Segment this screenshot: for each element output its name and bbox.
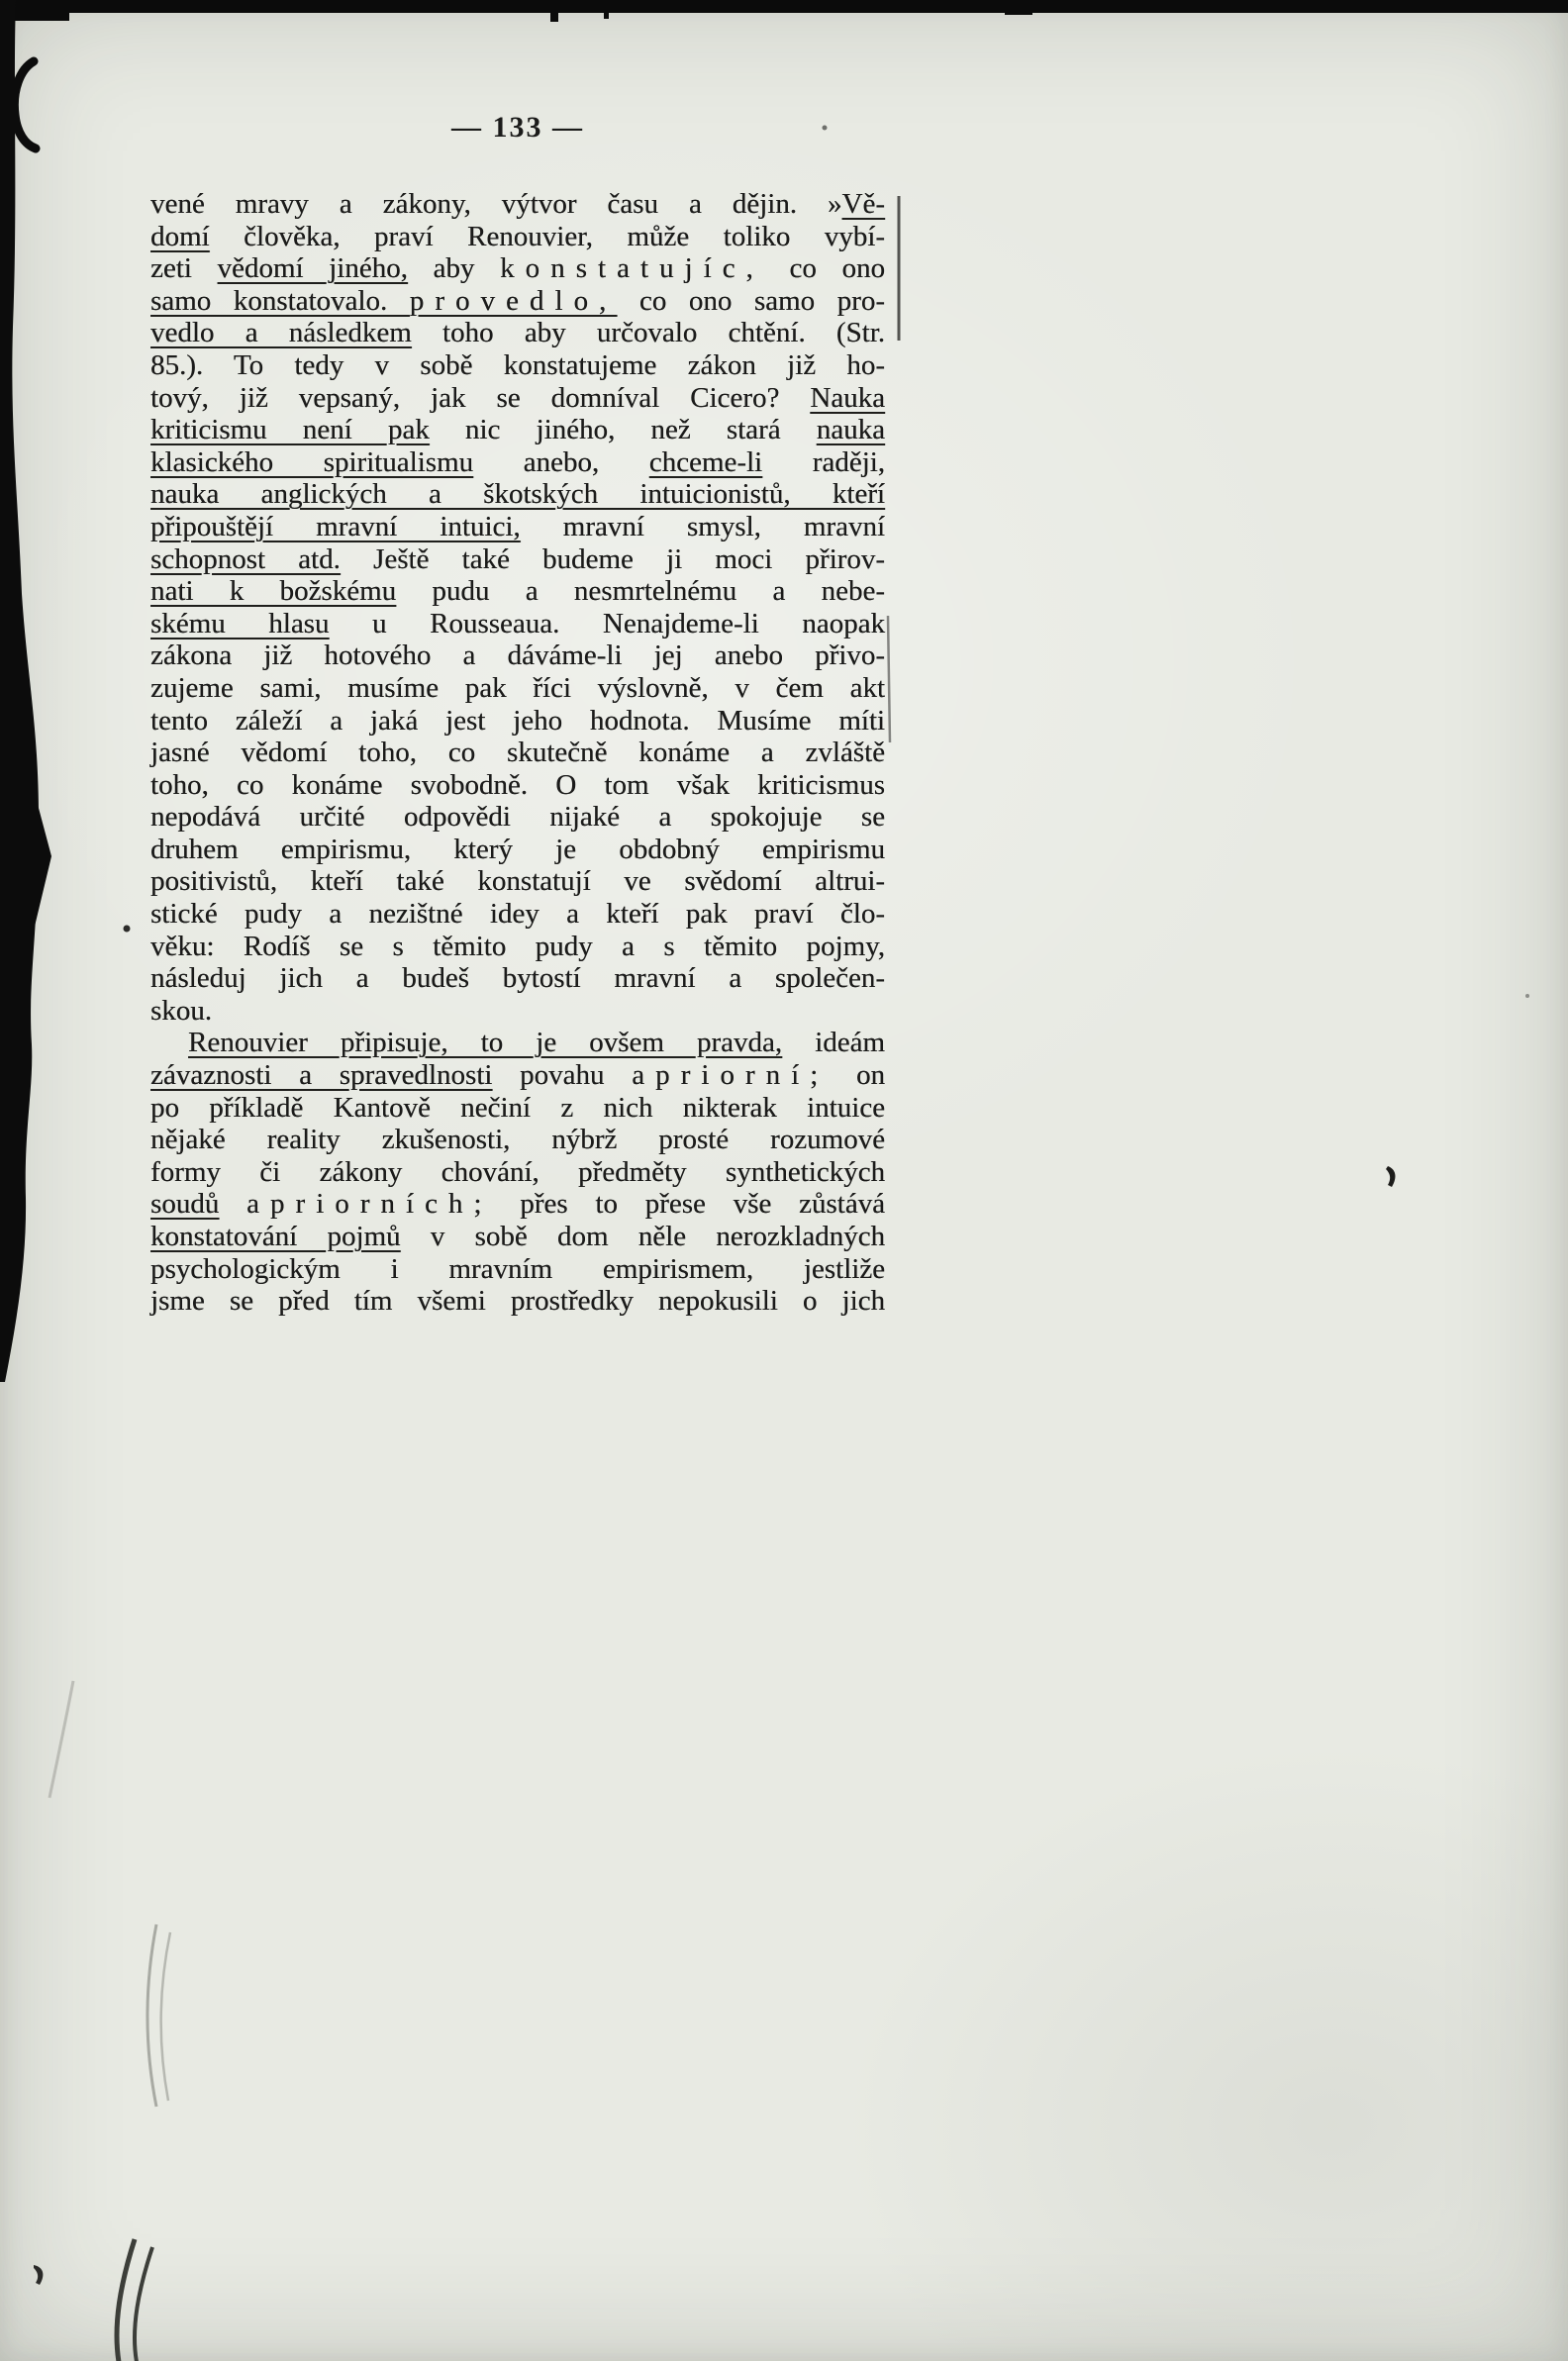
text-line (150, 1285, 885, 1318)
text-segment: Vě- (841, 188, 885, 220)
text-line (150, 382, 885, 415)
text-segment: nauka (816, 414, 885, 446)
text-segment: positivistů, kteří také konstatují ve svědomí altrui- (150, 865, 885, 898)
text-segment: anebo, (473, 445, 649, 478)
text-line (150, 414, 885, 446)
text-line (150, 737, 885, 769)
bottom-slash-marks (34, 2239, 152, 2361)
text-segment: samo konstatovalo. (150, 284, 410, 317)
text-line (150, 188, 885, 221)
text-segment: toho aby určovalo chtění. (Str. (411, 317, 885, 349)
text-segment: aby (407, 252, 501, 285)
text-segment: závaznosti a spravedlnosti (150, 1059, 493, 1092)
text-line (150, 317, 885, 349)
text-line (150, 1059, 885, 1092)
text-segment: toho, co konáme svobodně. O tom však kriticismus (150, 768, 885, 801)
text-line (150, 1027, 885, 1059)
text-segment: člověka, praví Renouvier, může toliko vybí- (209, 220, 885, 252)
text-segment: kriticismu není pak (150, 414, 430, 446)
text-line (150, 608, 885, 640)
text-segment: skému hlasu (150, 607, 330, 639)
text-segment: nepodává určité odpovědi nijaké a spokojuje se (150, 801, 885, 834)
text-segment: zákona již hotového a dáváme-li jej anebo přivo- (150, 639, 885, 672)
text-line (150, 1188, 885, 1221)
text-segment: vedlo a následkem (150, 317, 412, 349)
text-line (150, 931, 885, 963)
text-segment: jsme se před tím všemi prostředky nepokusili o jich (150, 1285, 885, 1318)
text-line (150, 995, 885, 1028)
text-segment: co ono samo pro- (617, 284, 885, 317)
text-line (150, 575, 885, 608)
text-segment: vědomí jiného, (217, 252, 408, 285)
text-line (150, 769, 885, 802)
text-segment: formy či zákony chování, předměty synthetických (150, 1155, 885, 1188)
text-segment: jasné vědomí toho, co skutečně konáme a zvláště (150, 737, 885, 769)
text-segment: následuj jich a budeš bytostí mravní a společen- (150, 962, 885, 995)
text-segment: povahu (492, 1059, 633, 1092)
text-segment: v sobě dom něle nerozkladných (400, 1221, 885, 1252)
text-segment: schopnost atd. (150, 542, 341, 575)
text-segment: tový, již vepsaný, jak se domníval Cicero? (150, 381, 811, 414)
text-line (150, 639, 885, 672)
text-line (150, 1092, 885, 1125)
parenthesis-smudge (147, 1924, 170, 2107)
text-segment: co ono (763, 252, 886, 285)
text-segment: on (829, 1059, 885, 1092)
text-segment: Ještě také budeme ji moci přirov- (340, 542, 885, 575)
text-segment: pudu a nesmrtelnému a nebe- (396, 575, 885, 608)
text-segment: soudů (150, 1188, 220, 1221)
text-line (150, 1221, 885, 1253)
text-segment: zeti (150, 252, 218, 285)
text-segment: konstatování pojmů (150, 1221, 401, 1252)
text-segment: nati k božskému (150, 575, 397, 608)
text-segment: věku: Rodíš se s těmito pudy a s těmito pojmy, (150, 930, 885, 962)
text-segment: 85.). To tedy v sobě konstatujeme zákon již ho- (150, 348, 885, 381)
text-line (150, 1124, 885, 1156)
text-segment: apriorních; (246, 1188, 493, 1221)
text-line (150, 834, 885, 866)
text-line (150, 705, 885, 738)
text-segment: mravní smysl, mravní (520, 510, 886, 542)
text-segment: provedlo, (409, 284, 618, 317)
text-line (150, 221, 885, 253)
text-segment: tento záleží a jaká jest jeho hodnota. Musíme míti (150, 704, 885, 737)
page-text (150, 188, 885, 1318)
text-segment: nějaké reality zkušenosti, nýbrž prosté rozumové (150, 1124, 885, 1156)
text-segment: Nauka (810, 381, 885, 414)
text-line (150, 801, 885, 834)
text-segment: druhem empirismu, který je obdobný empirismu (150, 833, 885, 865)
text-segment: stické pudy a nezištné idey a kteří pak praví člo- (150, 898, 885, 931)
text-segment: nic jiného, než stará (429, 414, 817, 446)
text-line (150, 285, 885, 318)
text-segment: připouštějí mravní intuici, (150, 510, 521, 542)
ink-fleck (1386, 1166, 1395, 1187)
text-segment: klasického spiritualismu (150, 445, 474, 478)
text-line (150, 962, 885, 995)
text-line (150, 1253, 885, 1286)
text-line (150, 511, 885, 543)
pencil-slash (49, 1681, 73, 1798)
text-segment: zujeme sami, musíme pak říci výslovně, v čem akt (150, 671, 885, 704)
text-segment: po příkladě Kantově nečiní z nich nikterak intuice (150, 1091, 885, 1124)
text-segment: konstatujíc, (500, 252, 764, 285)
text-line (150, 543, 885, 576)
text-segment: nauka anglických a škotských intuicionistů, kteří (150, 478, 885, 511)
text-line (150, 898, 885, 931)
text-segment: domí (150, 220, 210, 252)
text-segment: skou. (150, 994, 213, 1027)
text-line (150, 1156, 885, 1189)
page-number: — 133 — (451, 111, 584, 144)
text-line (150, 672, 885, 705)
text-segment: apriorní; (632, 1059, 830, 1092)
text-line (150, 252, 885, 285)
text-line (150, 865, 885, 898)
text-line (150, 349, 885, 382)
text-segment: u Rousseaua. Nenajdeme-li naopak (329, 607, 885, 639)
text-segment: přes to přese vše zůstává (492, 1188, 885, 1221)
text-segment: raději, (762, 445, 885, 478)
text-segment: ideám (782, 1027, 885, 1059)
text-segment: Renouvier připisuje, to je ovšem pravda, (188, 1027, 783, 1059)
right-margin-stroke (888, 196, 899, 742)
text-line (150, 446, 885, 479)
text-segment (219, 1188, 246, 1220)
text-line (150, 478, 885, 511)
text-segment: psychologickým i mravním empirismem, jestliže (150, 1252, 885, 1285)
text-segment: chceme-li (648, 445, 763, 478)
top-scan-bar-mark (0, 0, 1568, 22)
text-segment: vené mravy a zákony, výtvor času a dějin. » (150, 188, 842, 220)
left-ink-smudge (0, 0, 51, 1382)
